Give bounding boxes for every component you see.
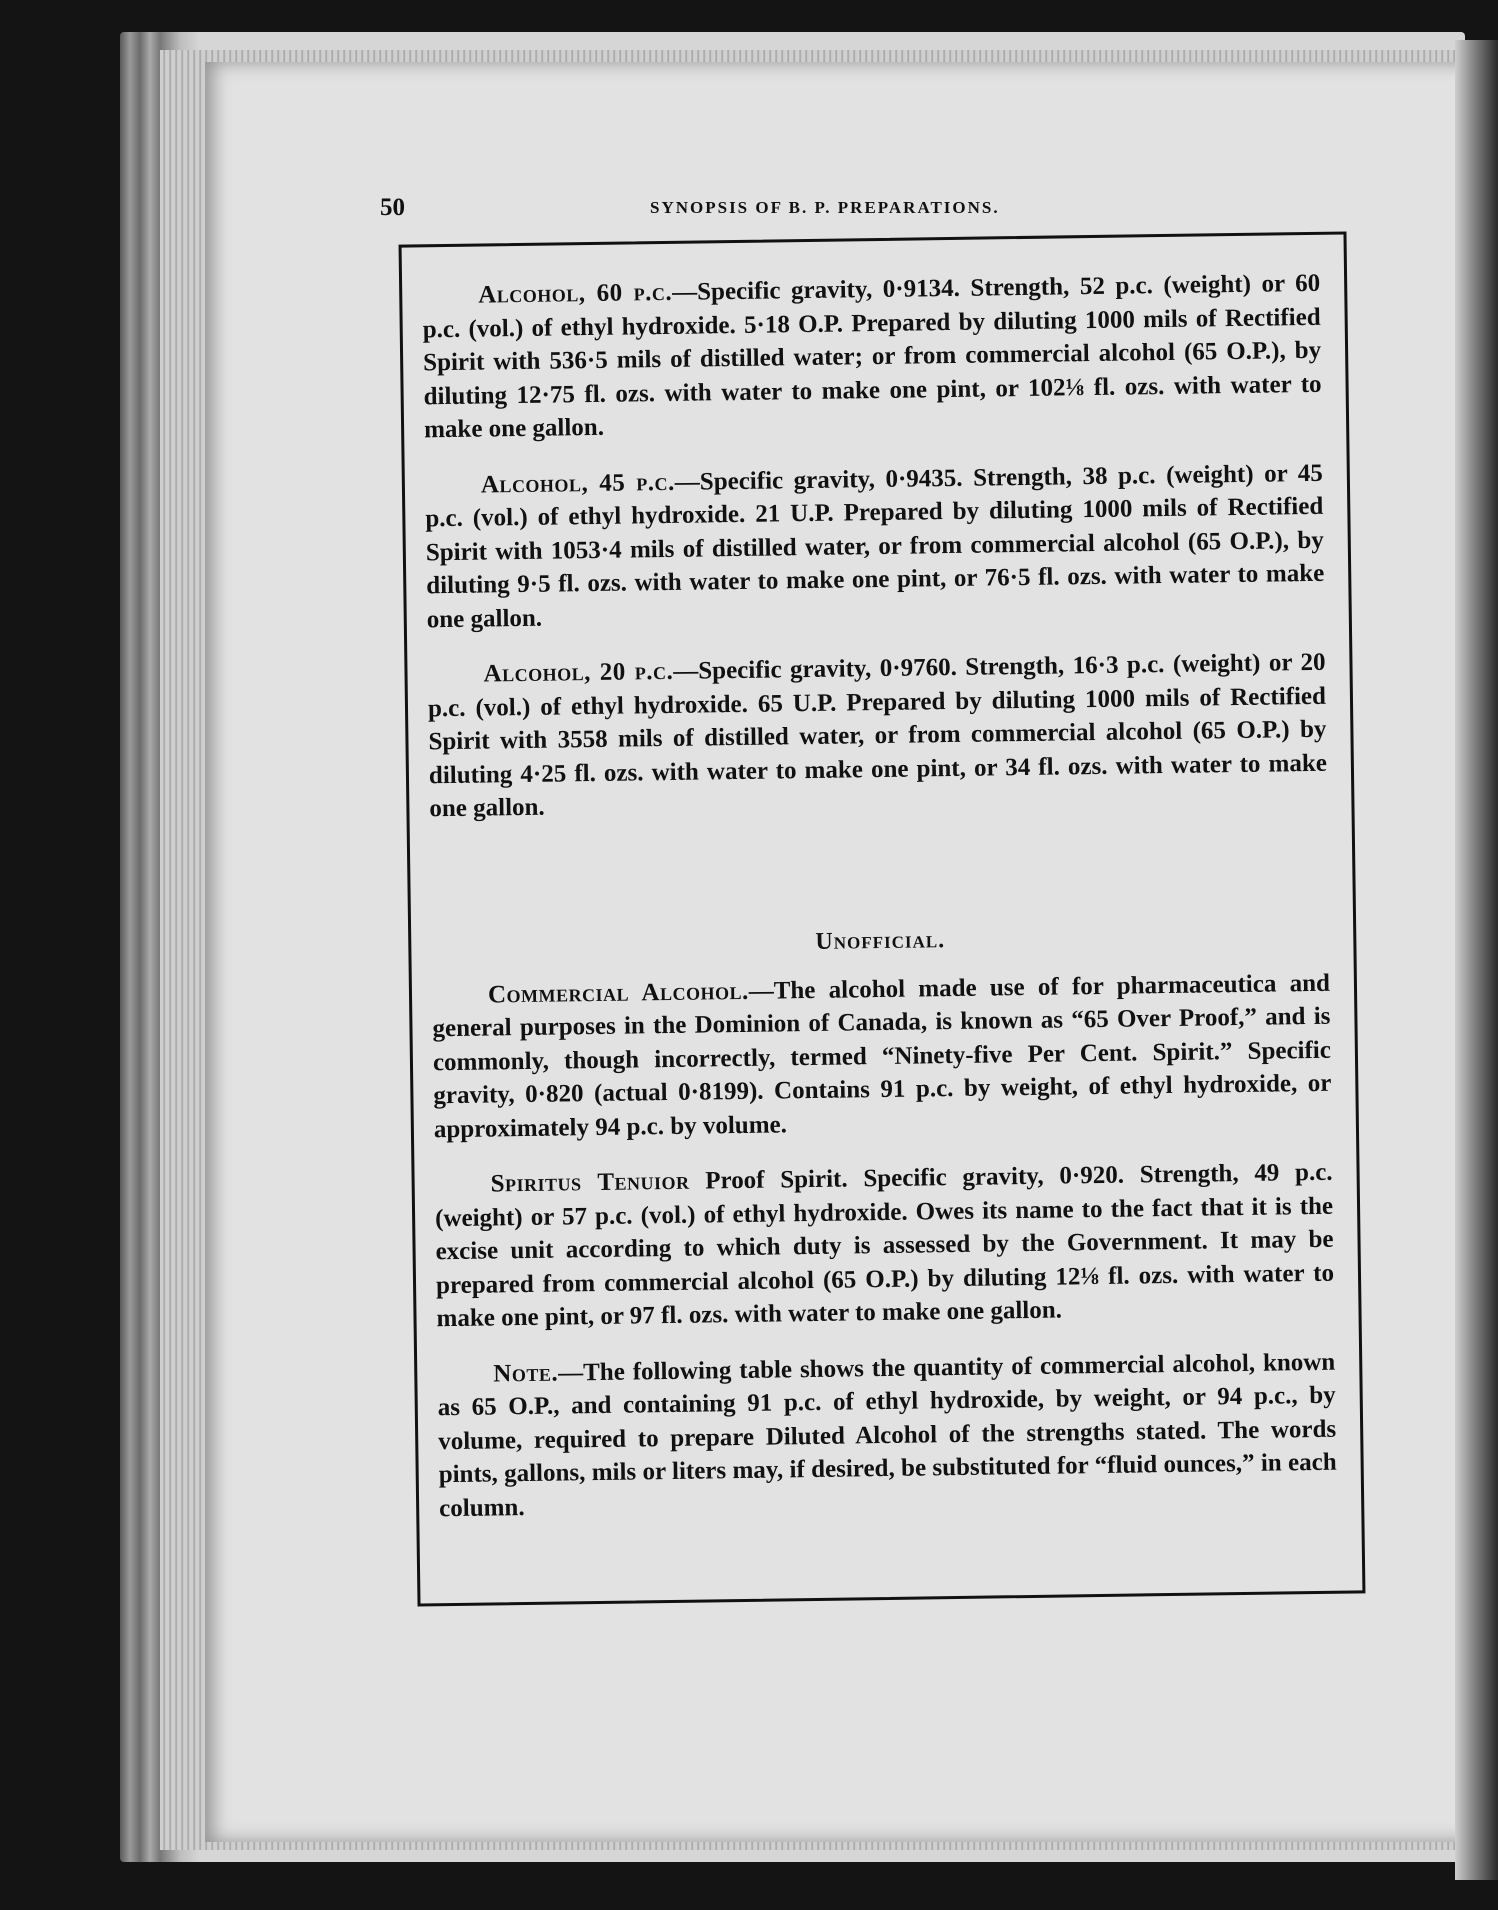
paragraph-commercial-alcohol	[432, 966, 1332, 1146]
paragraph-body: —Specific gravity, 0·9760. Strength, 16·3 p.c. (weight) or 20 p.c. (vol.) of ethyl hydroxide. 65 U.P. Prepared by diluting 1000 mils of Rectified Spirit with 3558 mils of distilled water, or from commercial alcohol (65 O.P.) by diluting 4·25 fl. ozs. with water to make one pint, or 34 fl. ozs. with water to make one gallon.	[427, 648, 1328, 823]
paragraph-note	[437, 1345, 1337, 1525]
page-header-title: SYNOPSIS OF B. P. PREPARATIONS.	[650, 198, 1000, 217]
running-head	[380, 190, 1080, 230]
paragraph-body: —Specific gravity, 0·9134. Strength, 52 p.c. (weight) or 60 p.c. (vol.) of ethyl hydroxide. 5·18 O.P. Prepared by diluting 1000 mils of Rectified Spirit with 536·5 mils of distilled water; or from commercial alcohol (65 O.P.), by diluting 12·75 fl. ozs. with water to make one pint, or 102⅛ fl. ozs. with water to make one gallon.	[422, 269, 1322, 444]
paragraph-body: —The following table shows the quantity of commercial alcohol, known as 65 O.P., and containing 91 p.c. of ethyl hydroxide, by weight, or 94 p.c., by volume, required to prepare Diluted Alcohol of the strengths stated. The words pints, gallons, mils or liters may, if desired, be substituted for “fluid ounces,” in each column.	[437, 1348, 1337, 1522]
paragraph-lead: Note.	[493, 1359, 559, 1387]
paragraph-alcohol-45	[425, 456, 1325, 636]
paragraph-body: —The alcohol made use of for pharmaceutica and general purposes in the Dominion of Canada, is known as “65 Over Proof,” and is commonly, though incorrectly, termed “Ninety-five Per Cent. Spirit.” Specific gravity, 0·820 (actual 0·8199). Contains 91 p.c. by weight, of ethyl hydroxide, or approximately 94 p.c. by volume.	[432, 969, 1332, 1143]
paragraph-spiritus-tenuior	[434, 1156, 1334, 1336]
binding-shadow	[1455, 40, 1498, 1880]
paragraph-alcohol-60	[422, 267, 1322, 447]
paragraph-lead: Commercial Alcohol.	[487, 977, 749, 1009]
page-number: 50	[380, 194, 405, 221]
paragraph-lead: Alcohol, 20 p.c.	[483, 657, 674, 688]
paragraph-body: Proof Spirit. Specific gravity, 0·920. Strength, 49 p.c. (weight) or 57 p.c. (vol.) of ethyl hydroxide. Owes its name to the fact that it is the excise unit according to which duty is assessed by the Government. It may be prepared from commercial alcohol (65 O.P.) by diluting 12⅛ fl. ozs. with water to make one pint, or 97 fl. ozs. with water to make one gallon.	[434, 1158, 1335, 1333]
paragraph-lead: Alcohol, 60 p.c.	[478, 278, 673, 309]
section-heading-unofficial: Unofficial.	[815, 926, 946, 955]
paragraph-body: —Specific gravity, 0·9435. Strength, 38 p.c. (weight) or 45 p.c. (vol.) of ethyl hydroxide. 21 U.P. Prepared by diluting 1000 mils of Rectified Spirit with 1053·4 mils of distilled water, or from commercial alcohol (65 O.P.), by diluting 9·5 fl. ozs. with water to make one pint, or 76·5 fl. ozs. with water to make one gallon.	[425, 459, 1325, 633]
paragraph-alcohol-20	[427, 646, 1327, 826]
paragraph-lead: Spiritus Tenuior	[490, 1167, 690, 1198]
paragraph-lead: Alcohol, 45 p.c.	[480, 468, 676, 499]
bordered-text-frame	[399, 231, 1366, 1606]
